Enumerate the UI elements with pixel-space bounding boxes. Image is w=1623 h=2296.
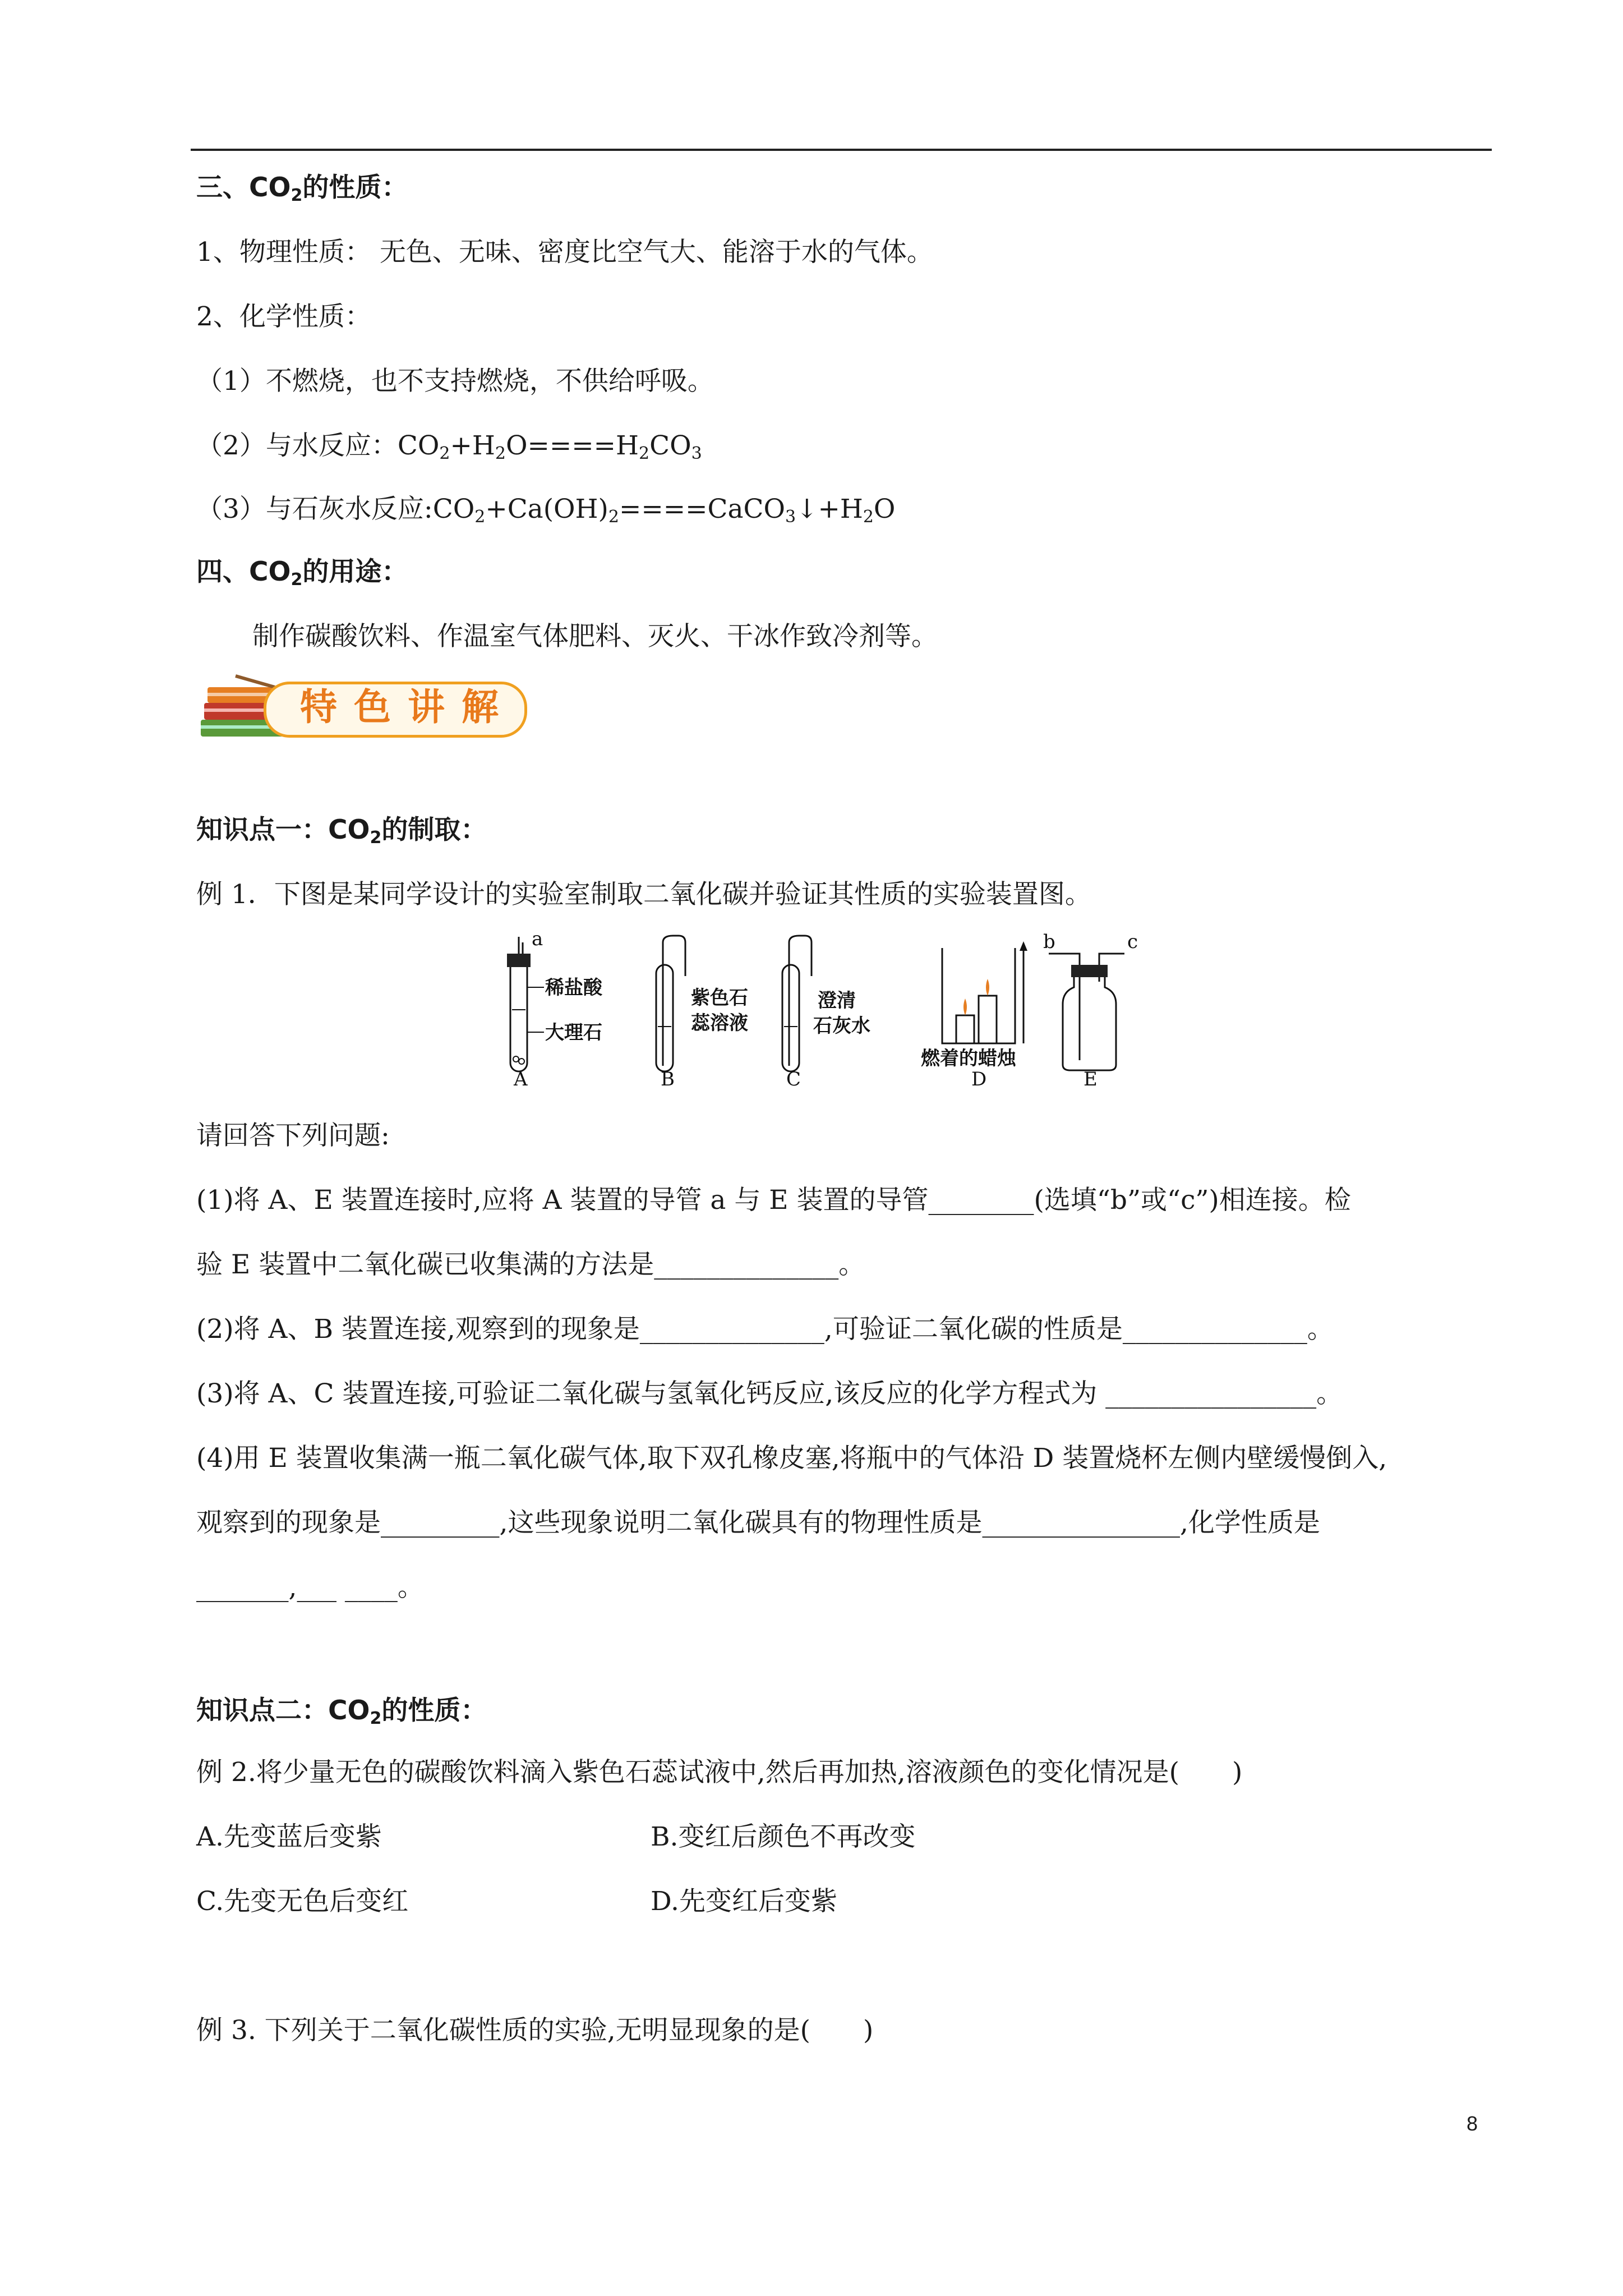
label-lime-2: 石灰水 <box>813 1015 870 1037</box>
feature-banner <box>191 670 527 752</box>
page-number: 8 <box>1467 2112 1478 2135</box>
answer-prompt: 请回答下列问题: <box>196 1120 390 1151</box>
section-3-title: 三、$CO_2$的性质： <box>196 172 408 205</box>
question-1-line-2: 验 E 装置中二氧化碳已收集满的方法是______________。 <box>196 1249 865 1280</box>
question-3: (3)将 A、C 装置连接,可验证二氧化碳与氢氧化钙反应,该反应的化学方程式为 ________________。 <box>196 1378 1343 1409</box>
option-a: A.先变蓝后变紫 <box>196 1821 382 1852</box>
label-b: b <box>1043 931 1055 953</box>
apparatus-e <box>1043 931 1138 1088</box>
label-litmus-2: 蕊溶液 <box>691 1012 748 1034</box>
example-2: 例 2.将少量无色的碳酸饮料滴入紫色石蕊试液中,然后再加热,溶液颜色的变化情况是( ) <box>196 1757 1243 1788</box>
option-d: D.先变红后变紫 <box>651 1886 837 1917</box>
knowledge-point-2: 知识点二：$CO_2$的性质： <box>196 1695 487 1728</box>
question-4-line-3: _______,___ ____。 <box>196 1572 424 1603</box>
apparatus-diagram <box>482 931 1166 1088</box>
label-C: C <box>786 1068 801 1088</box>
apparatus-a <box>507 931 603 1088</box>
question-4-line-1: (4)用 E 装置收集满一瓶二氧化碳气体,取下双孔橡皮塞,将瓶中的气体沿 D 装置烧杯左侧内壁缓慢倒入, <box>196 1443 1387 1474</box>
section-4-title: 四、$CO_2$的用途： <box>196 556 408 590</box>
option-c: C.先变无色后变红 <box>196 1886 409 1917</box>
chem-property-2: （2）与水反应：$CO_2+H_2O====H_2CO_3$ <box>196 430 702 463</box>
label-A: A <box>514 1068 528 1088</box>
banner-title: 特色讲解 <box>300 685 515 729</box>
label-a: a <box>532 931 543 950</box>
question-4-line-2: 观察到的现象是_________,这些现象说明二氧化碳具有的物理性质是_______________,化学性质是 <box>196 1507 1320 1538</box>
label-lime-1: 澄清 <box>818 990 856 1012</box>
header-rule <box>191 149 1492 151</box>
knowledge-point-1: 知识点一：$CO_2$的制取： <box>196 815 487 848</box>
uses-text: 制作碳酸饮料、作温室气体肥料、灭火、干冰作致冷剂等。 <box>252 621 938 652</box>
label-c: c <box>1127 931 1138 953</box>
example-1: 例 1．下图是某同学设计的实验室制取二氧化碳并验证其性质的实验装置图。 <box>196 879 1091 910</box>
physical-properties: 1、物理性质： 无色、无味、密度比空气大、能溶于水的气体。 <box>196 237 933 268</box>
label-B: B <box>661 1068 675 1088</box>
question-1-line-1: (1)将 A、E 装置连接时,应将 A 装置的导管 a 与 E 装置的导管________(选填“b”或“c”)相连接。检 <box>196 1185 1351 1216</box>
apparatus-c <box>782 936 870 1088</box>
chemical-properties: 2、化学性质： <box>196 301 371 332</box>
example-3: 例 3. 下列关于二氧化碳性质的实验,无明显现象的是( ) <box>196 2015 874 2046</box>
label-hcl: 稀盐酸 <box>545 977 602 999</box>
apparatus-b <box>656 936 748 1088</box>
label-E: E <box>1083 1068 1098 1088</box>
label-litmus-1: 紫色石 <box>691 987 748 1009</box>
question-2: (2)将 A、B 装置连接,观察到的现象是______________,可验证二氧化碳的性质是______________。 <box>196 1314 1334 1345</box>
label-D: D <box>971 1068 987 1088</box>
label-marble: 大理石 <box>545 1022 602 1044</box>
chem-property-3: （3）与石灰水反应$:CO_2+Ca(OH)_2====CaCO_3↓+H_2O$ <box>196 494 896 527</box>
chem-property-1: （1）不燃烧，也不支持燃烧，不供给呼吸。 <box>196 366 714 397</box>
option-b: B.变红后颜色不再改变 <box>651 1821 916 1852</box>
apparatus-d <box>921 941 1027 1088</box>
label-candle: 燃着的蜡烛 <box>921 1047 1016 1070</box>
